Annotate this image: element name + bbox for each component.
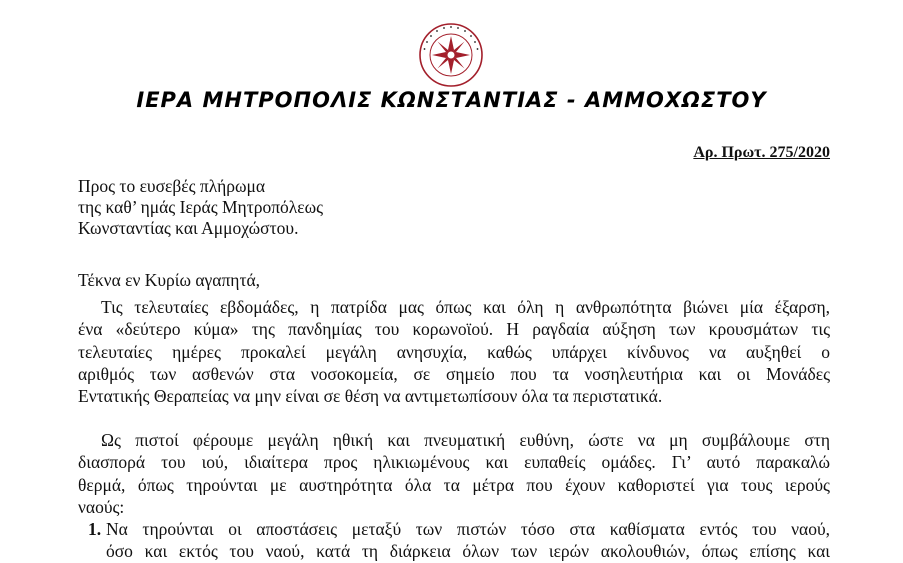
metropolis-seal-icon	[418, 22, 484, 88]
list-line: όσο και εκτός του ναού, κατά τη διάρκεια όλων των ιερών ακολουθιών, όπως επίσης και	[106, 541, 830, 562]
paragraph-line: Εντατικής Θεραπείας να μην είναι σε θέση να αντιμετωπίσουν όλα τα περιστατικά.	[78, 386, 663, 407]
paragraph-line: διασπορά του ιού, ιδιαίτερα προς ηλικιωμένους και ευπαθείς ομάδες. Γι’ αυτό παρακαλώ	[78, 452, 830, 473]
list-item-1	[78, 518, 830, 563]
paragraph-2	[78, 429, 830, 518]
greeting: Τέκνα εν Κυρίω αγαπητά,	[78, 270, 261, 290]
addressee-line: της καθ’ ημάς Ιεράς Μητροπόλεως	[78, 197, 324, 217]
addressee-line: Κωνσταντίας και Αμμοχώστου.	[78, 218, 299, 238]
list-number: 1.	[88, 519, 102, 539]
paragraph-line: ναούς:	[78, 496, 125, 517]
paragraph-1	[78, 296, 830, 407]
metropolis-title: ΙΕΡΑ ΜΗΤΡΟΠΟΛΙΣ ΚΩΝΣΤΑΝΤΙΑΣ - ΑΜΜΟΧΩΣΤΟΥ	[136, 88, 767, 112]
paragraph-line: Ως πιστοί φέρουμε μεγάλη ηθική και πνευματική ευθύνη, ώστε να μη συμβάλουμε στη	[101, 430, 830, 450]
paragraph-line: Τις τελευταίες εβδομάδες, η πατρίδα μας όπως και όλη η ανθρωπότητα βιώνει μία έξαρση,	[101, 297, 830, 317]
paragraph-line: αριθμός των ασθενών στα νοσοκομεία, σε σημείο που τα νοσηλευτήρια και οι Μονάδες	[78, 363, 830, 384]
addressee-line: Προς το ευσεβές πλήρωμα	[78, 176, 266, 196]
list-line: Να τηρούνται οι αποστάσεις μεταξύ των πιστών τόσο στα καθίσματα εντός του ναού,	[106, 519, 830, 539]
protocol-number: Αρ. Πρωτ. 275/2020	[693, 144, 830, 161]
paragraph-line: τελευταίες ημέρες προκαλεί μεγάλη ανησυχία, καθώς υπάρχει κίνδυνος να αυξηθεί ο	[78, 341, 830, 362]
paragraph-line: ένα «δεύτερο κύμα» της πανδημίας του κορωνοϊού. Η ραγδαία αύξηση των κρουσμάτων τις	[78, 319, 830, 340]
addressee-block	[78, 176, 323, 239]
paragraph-line: θερμά, όπως τηρούνται με αυστηρότητα όλα τα μέτρα που έχουν καθοριστεί για τους ιερούς	[78, 474, 830, 495]
